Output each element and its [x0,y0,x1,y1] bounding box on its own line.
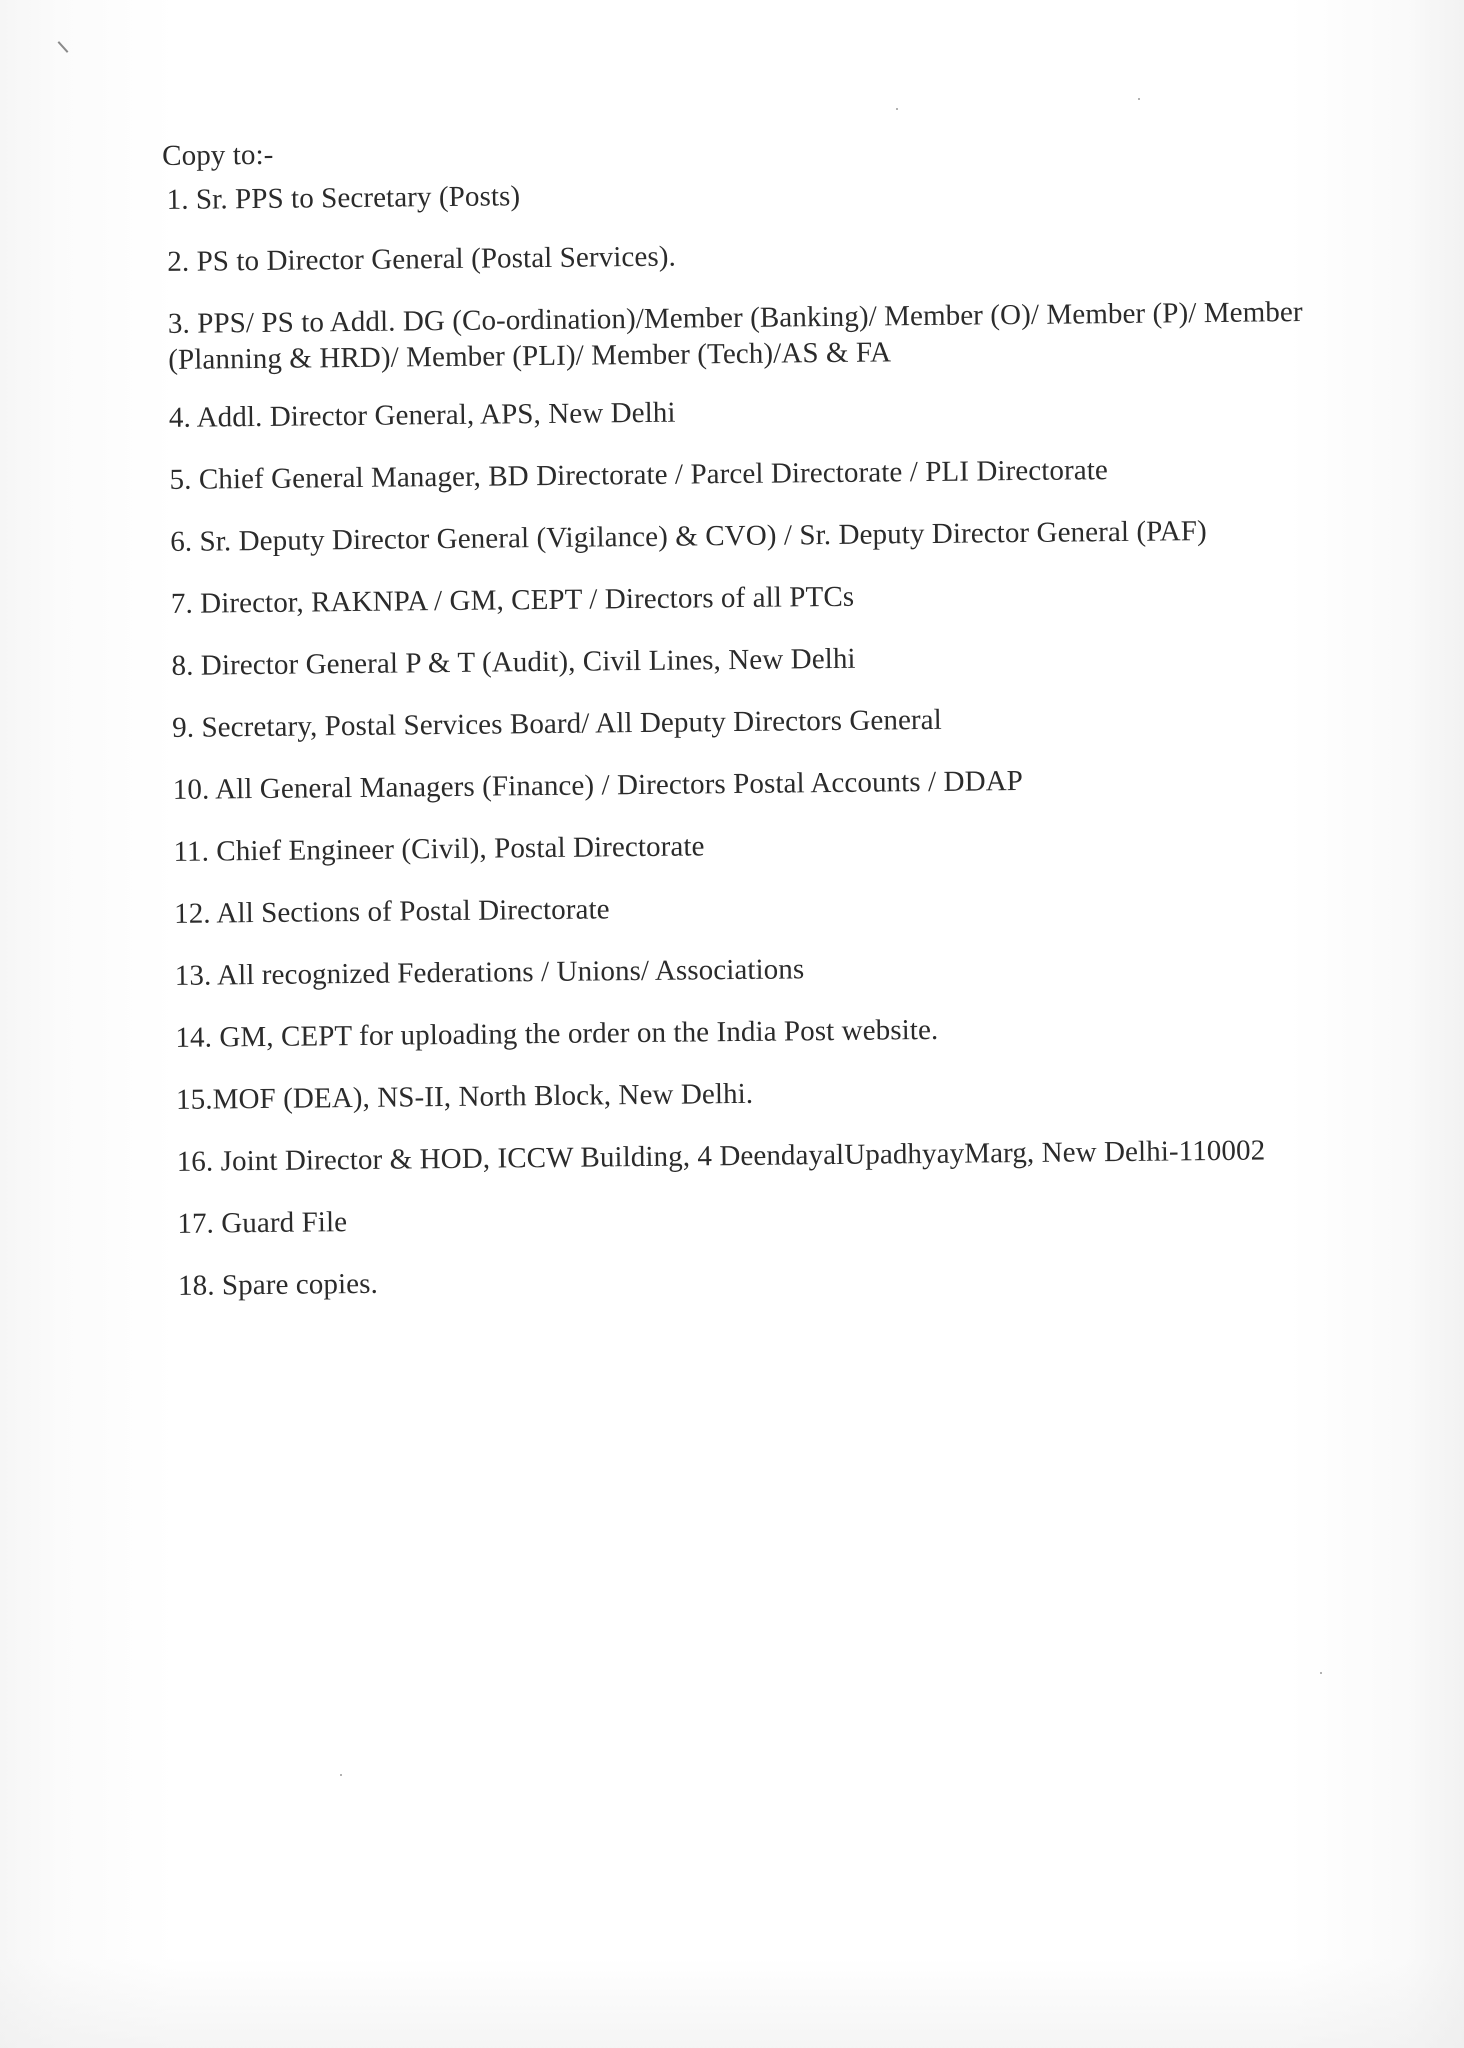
list-item [175,946,1349,994]
item-number: 5. [169,463,192,496]
item-number: 3. [167,307,191,340]
list-item [173,760,1347,808]
list-item [171,636,1345,684]
item-number: 6. [170,525,193,558]
item-number: 8. [171,649,194,682]
item-text: GM, CEPT for uploading the order on the India Post website. [219,1013,939,1054]
list-item [177,1194,1351,1242]
scan-speck [896,108,898,110]
list-item [170,512,1344,560]
item-number: 4. [168,401,192,434]
item-text: PS to Director General (Postal Services). [196,240,677,278]
item-number: 12. [173,897,211,930]
item-text: All General Managers (Finance) / Directors Postal Accounts / DDAP [214,764,1024,806]
list-item [176,1070,1350,1118]
item-text: Director General P & T (Audit), Civil Lines, New Delhi [200,642,856,682]
list-item [172,698,1346,746]
item-text: All recognized Federations / Unions/ Associations [216,953,805,992]
list-item [167,232,1341,280]
list-item [174,884,1348,932]
scan-shadow [0,1958,1464,2048]
item-number: 18. [177,1269,215,1302]
item-text: PPS/ PS to Addl. DG (Co-ordination)/Member (Banking)/ Member (O)/ Member (P)/ Member (Planning & HRD)/ Member (PLI)/ Member (Tech)/AS & FA [168,296,1303,376]
item-text: Director, RAKNPA / GM, CEPT / Directors of all PTCs [200,580,855,620]
item-number: 9. [172,711,195,744]
copy-to-section [160,126,1352,1330]
item-number: 7. [170,587,193,620]
list-item [166,170,1340,218]
recipient-list [160,170,1352,1304]
list-item [171,574,1345,622]
item-number: 1. [166,183,189,216]
list-item [173,822,1347,870]
item-number: 13. [174,959,212,992]
item-text: Guard File [221,1206,348,1240]
scan-speck [340,1774,342,1776]
item-text: Joint Director & HOD, ICCW Building, 4 DeendayalUpadhyayMarg, New Delhi-110002 [220,1134,1266,1178]
item-text: Sr. PPS to Secretary (Posts) [195,180,521,216]
item-number: 16. [176,1145,214,1178]
scan-speck [1320,1672,1322,1674]
item-number: 17. [177,1207,215,1240]
item-text: Secretary, Postal Services Board/ All Deputy Directors General [201,703,943,744]
item-number: 15. [175,1083,213,1116]
item-number: 2. [167,245,190,278]
list-item [168,294,1343,378]
list-item [169,388,1343,436]
scan-mark [58,41,69,53]
item-text: Spare copies. [221,1267,379,1302]
item-text: Addl. Director General, APS, New Delhi [196,396,676,434]
list-item [169,450,1343,498]
item-text: Sr. Deputy Director General (Vigilance) & CVO) / Sr. Deputy Director General (PAF) [199,515,1207,558]
item-text: Chief Engineer (Civil), Postal Directorate [216,830,705,868]
item-number: 14. [175,1021,213,1054]
item-number: 11. [173,835,210,868]
item-text: Chief General Manager, BD Directorate / Parcel Directorate / PLI Directorate [198,454,1109,496]
item-text: All Sections of Postal Directorate [216,893,610,930]
item-number: 10. [172,773,210,806]
list-item [177,1132,1351,1180]
list-item [175,1008,1349,1056]
list-item [178,1256,1352,1304]
scan-speck [1138,98,1140,100]
copy-to-heading: Copy to:- [162,138,274,172]
item-text: MOF (DEA), NS-II, North Block, New Delhi. [212,1077,754,1116]
